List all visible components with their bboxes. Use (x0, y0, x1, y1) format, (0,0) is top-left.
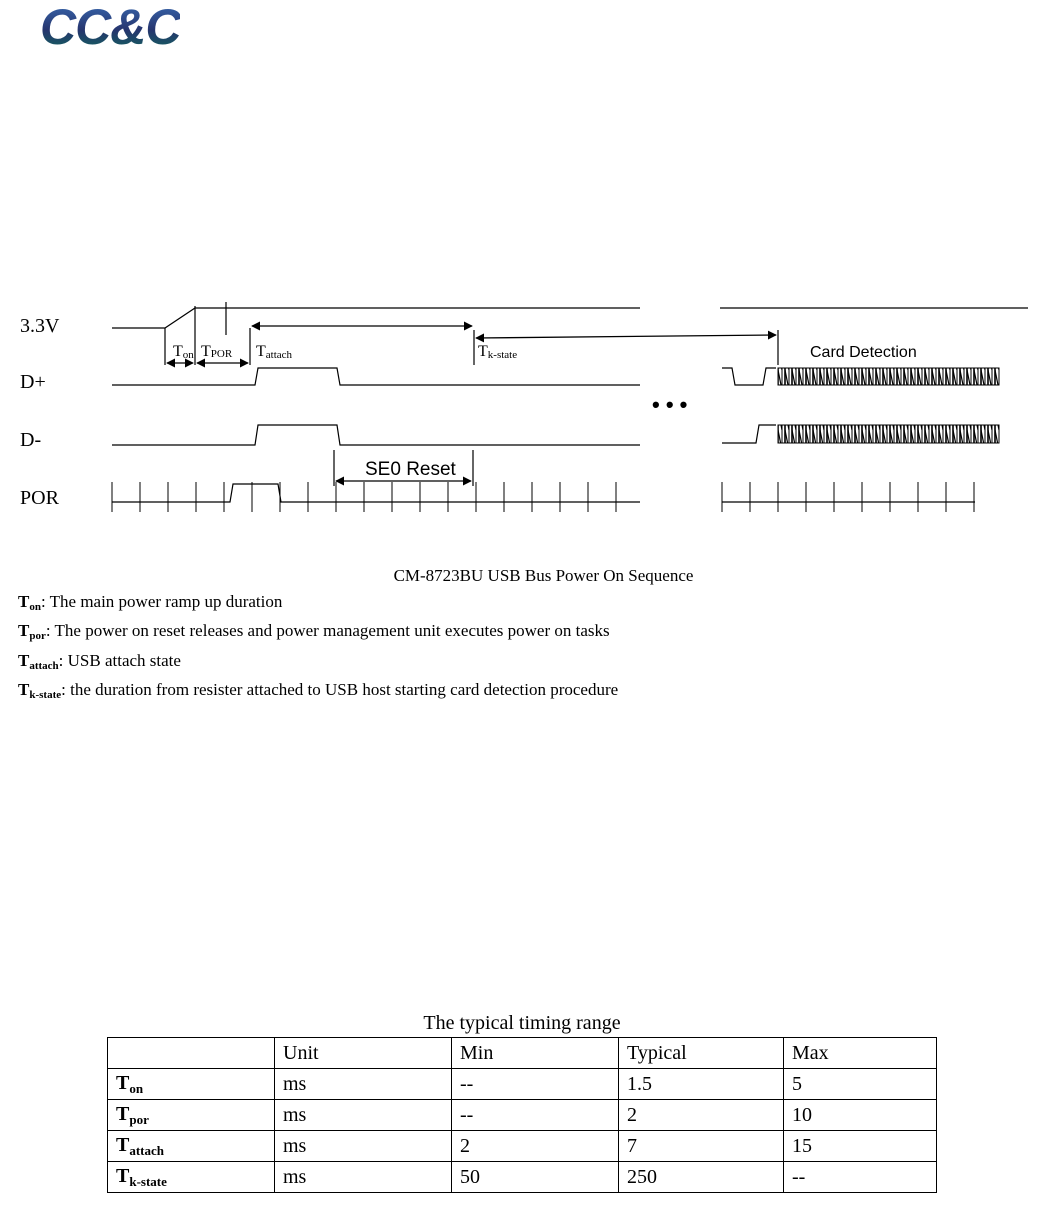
table-cell: -- (452, 1069, 619, 1100)
ellipsis: • • • (652, 392, 688, 417)
waveform-dplus-continued (722, 368, 776, 385)
table-row (108, 1131, 937, 1162)
table-cell: ms (275, 1162, 452, 1193)
table-cell: ms (275, 1100, 452, 1131)
table-header-row (108, 1038, 937, 1069)
row-label: $T_{k-state}$ (108, 1162, 275, 1193)
table-cell: 2 (452, 1131, 619, 1162)
table-row (108, 1100, 937, 1131)
header-cell: Unit (275, 1038, 452, 1069)
waveform-dplus (112, 368, 640, 385)
label-tattach: Tattach (256, 343, 293, 361)
table-cell: 250 (619, 1162, 784, 1193)
table-cell: 7 (619, 1131, 784, 1162)
table-cell: 15 (784, 1131, 937, 1162)
power-on-sequence-diagram (0, 290, 1040, 520)
row-label: $T_{por}$ (108, 1100, 275, 1131)
table-title: The typical timing range (423, 1012, 621, 1034)
label-tkstate: Tk-state (478, 343, 518, 361)
table-cell: -- (784, 1162, 937, 1193)
definition-ton: $T_{on}$: The main power ramp up duration (18, 592, 283, 613)
table-cell: -- (452, 1100, 619, 1131)
header-cell: Max (784, 1038, 937, 1069)
label-se0-reset: SE0 Reset (365, 459, 456, 480)
waveform-3v3 (112, 308, 640, 328)
header-cell (108, 1038, 275, 1069)
table-cell: 50 (452, 1162, 619, 1193)
diagram-caption: CM-8723BU USB Bus Power On Sequence (393, 566, 694, 585)
label-tpor: TPOR (201, 343, 233, 360)
signal-label-dminus: D- (20, 429, 42, 451)
dplus-data-burst (778, 368, 999, 385)
row-label: $T_{attach}$ (108, 1131, 275, 1162)
definition-tpor: $T_{por}$: The power on reset releases and power management unit executes power on tasks (18, 621, 610, 643)
signal-label-por: POR (20, 487, 59, 509)
waveform-dminus-continued (722, 425, 776, 443)
label-ton: Ton (173, 343, 194, 361)
definition-tattach: $T_{attach}$: USB attach state (18, 650, 181, 672)
tkstate-arrow (476, 335, 776, 338)
row-label: $T_{on}$ (108, 1069, 275, 1100)
table-row (108, 1069, 937, 1100)
label-card-detection: Card Detection (810, 344, 917, 361)
table-row (108, 1162, 937, 1193)
definition-tkstate: $T_{k-state}$: the duration from resister attached to USB host starting card detection procedure (18, 679, 619, 701)
table-cell: 5 (784, 1069, 937, 1100)
table-cell: ms (275, 1131, 452, 1162)
header-cell: Typical (619, 1038, 784, 1069)
table-cell: 10 (784, 1100, 937, 1131)
table-cell: ms (275, 1069, 452, 1100)
company-logo: CC&C (40, 0, 181, 55)
signal-label-3v3: 3.3V (20, 315, 60, 337)
table-cell: 2 (619, 1100, 784, 1131)
waveform-por (112, 484, 640, 502)
por-ticks (112, 482, 974, 512)
definitions-list (18, 590, 618, 707)
dminus-data-burst (778, 425, 999, 443)
timing-table (107, 1037, 937, 1193)
waveform-dminus (112, 425, 640, 445)
header-cell: Min (452, 1038, 619, 1069)
signal-label-dplus: D+ (20, 371, 46, 393)
table-cell: 1.5 (619, 1069, 784, 1100)
